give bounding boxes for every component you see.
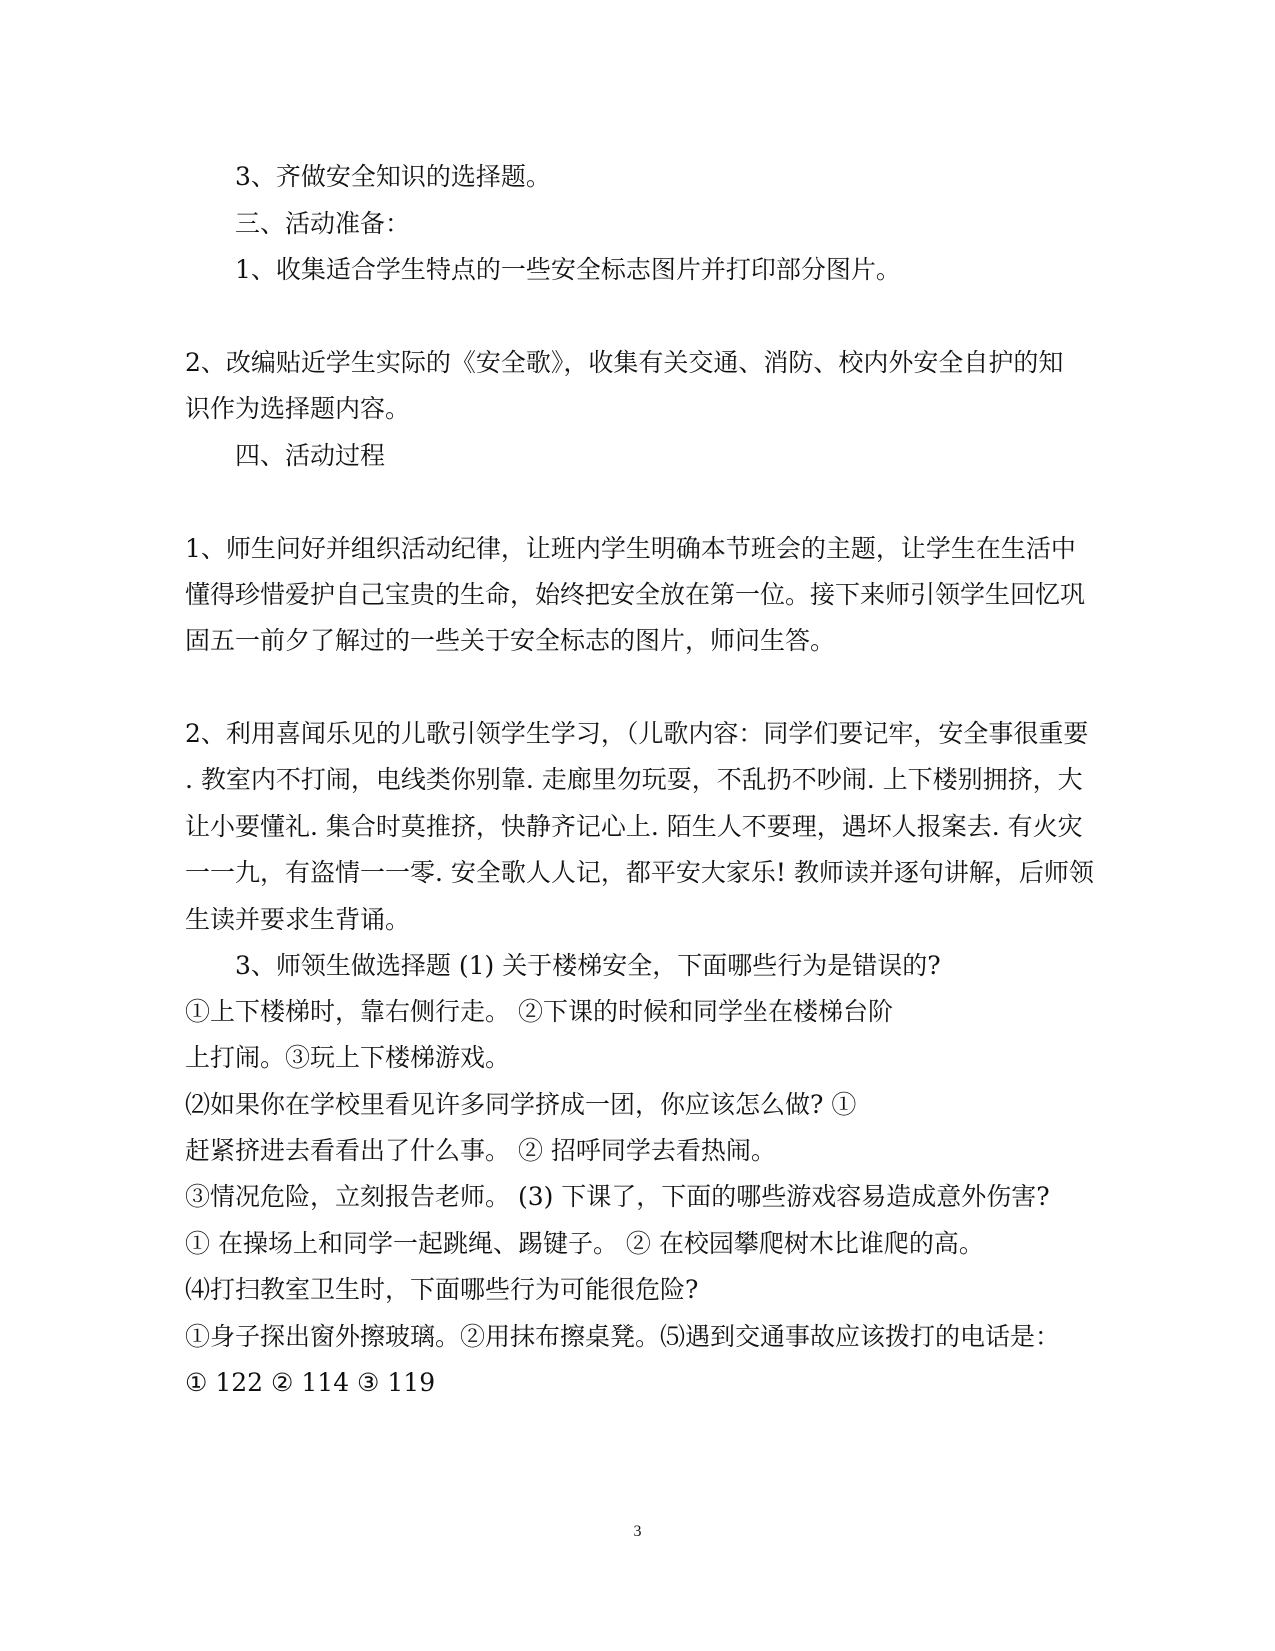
question-line: ①身子探出窗外擦玻璃。②用抹布擦桌凳。⑸遇到交通事故应该拨打的电话是：: [185, 1322, 1061, 1351]
question-line: ③情况危险，立刻报告老师。 (3) 下课了，下面的哪些游戏容易造成意外伤害?: [185, 1182, 1050, 1211]
paragraph-line: . 教室内不打闹，电线类你别靠. 走廊里勿玩耍，不乱扔不吵闹. 上下楼别拥挤，大: [185, 765, 1083, 794]
paragraph-line: 1、师生问好并组织活动纪律，让班内学生明确本节班会的主题，让学生在生活中: [185, 534, 1076, 563]
paragraph-line: 识作为选择题内容。: [185, 394, 411, 423]
paragraph-line: 3、齐做安全知识的选择题。: [235, 162, 551, 191]
paragraph-line: 固五一前夕了解过的一些关于安全标志的图片，师问生答。: [185, 626, 836, 655]
paragraph-line: 让小要懂礼. 集合时莫推挤，快静齐记心上. 陌生人不要理，遇坏人报案去. 有火灾: [185, 812, 1083, 841]
paragraph-line: 懂得珍惜爱护自己宝贵的生命，始终把安全放在第一位。接下来师引领学生回忆巩: [185, 580, 1086, 609]
question-line: ① 122 ② 114 ③ 119: [185, 1368, 436, 1397]
paragraph-line: 1、收集适合学生特点的一些安全标志图片并打印部分图片。: [235, 255, 901, 284]
paragraph-line: 生读并要求生背诵。: [185, 905, 411, 934]
question-line: ⑷打扫教室卫生时，下面哪些行为可能很危险?: [185, 1275, 699, 1304]
paragraph-line: 2、改编贴近学生实际的《安全歌》，收集有关交通、消防、校内外安全自护的知: [185, 348, 1064, 377]
page-number: 3: [633, 1523, 642, 1540]
paragraph-line: 一一九，有盗情一一零. 安全歌人人记，都平安大家乐! 教师读并逐句讲解，后师领: [185, 858, 1094, 887]
question-line: 3、师领生做选择题 (1) 关于楼梯安全，下面哪些行为是错误的?: [235, 951, 941, 980]
question-line: 上打闹。③玩上下楼梯游戏。: [185, 1043, 511, 1072]
paragraph-line: 2、利用喜闻乐见的儿歌引领学生学习，（儿歌内容：同学们要记牢，安全事很重要: [185, 719, 1089, 748]
question-line: ① 在操场上和同学一起跳绳、踢键子。 ② 在校园攀爬树木比谁爬的高。: [185, 1229, 984, 1258]
question-line: ⑵如果你在学校里看见许多同学挤成一团，你应该怎么做? ①: [185, 1090, 857, 1119]
section-heading-preparation: 三、活动准备：: [235, 209, 411, 238]
question-line: 赶紧挤进去看看出了什么事。 ② 招呼同学去看热闹。: [185, 1136, 776, 1165]
question-line: ①上下楼梯时，靠右侧行走。 ②下课的时候和同学坐在楼梯台阶: [185, 997, 893, 1026]
section-heading-process: 四、活动过程: [235, 441, 386, 470]
